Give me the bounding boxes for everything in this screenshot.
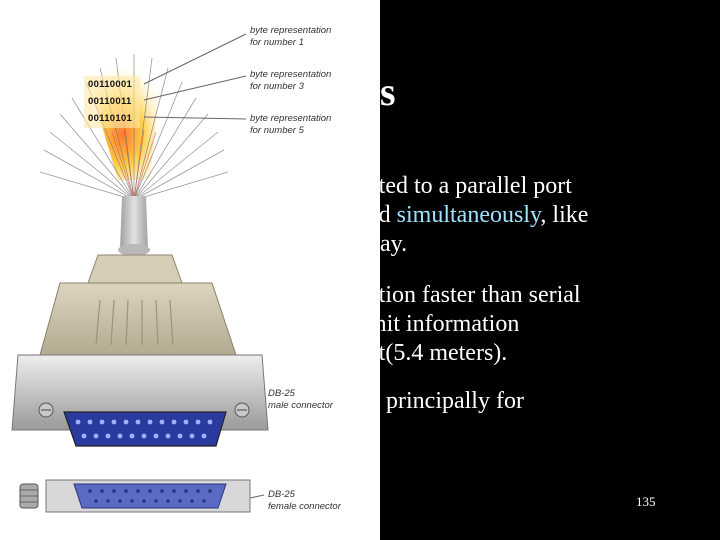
annotation-line: byte representation [250,113,332,124]
connector-strain-relief [88,255,182,283]
bullet-paragraph-1 [368,172,588,259]
text-span: , like [540,202,589,228]
annotation-line: byte representation [250,69,332,80]
text-line: ation faster than serial [368,282,581,308]
highlighted-term: simultaneously [396,202,541,228]
annotation-female-connector [268,489,341,513]
cable [120,196,148,250]
annotation-line: for number 3 [250,81,304,92]
connector-hood [40,283,236,355]
text-line: mit information [368,311,520,337]
annotation-line: byte representation [250,25,332,36]
annotation-number-1 [250,25,331,49]
bullet-paragraph-2 [368,281,581,368]
slide-number: 135 [636,494,656,509]
text-line: cted to a parallel port [368,173,572,199]
annotation-line: for number 1 [250,37,304,48]
annotation-line: DB-25 [268,489,295,500]
annotation-male-connector [268,388,333,412]
byte-value: 00110101 [88,113,133,124]
annotation-line: DB-25 [268,388,295,399]
annotation-line: female connector [268,501,341,512]
bullet-paragraph-3 [368,387,524,416]
text-line [368,201,588,230]
annotation-number-3 [250,69,331,93]
annotation-line: for number 5 [250,125,304,136]
byte-value: 00110011 [88,96,132,107]
text-line: d principally for [368,388,524,414]
text-line: vay. [368,231,408,257]
byte-value: 00110001 [88,79,133,90]
slide-title: s [380,69,396,114]
text-line: et(5.4 meters). [368,340,508,366]
male-pin-face [64,412,226,446]
annotation-line: male connector [268,400,333,411]
annotation-number-5 [250,113,331,137]
text-span: ed [368,202,397,228]
female-connector [20,480,250,512]
